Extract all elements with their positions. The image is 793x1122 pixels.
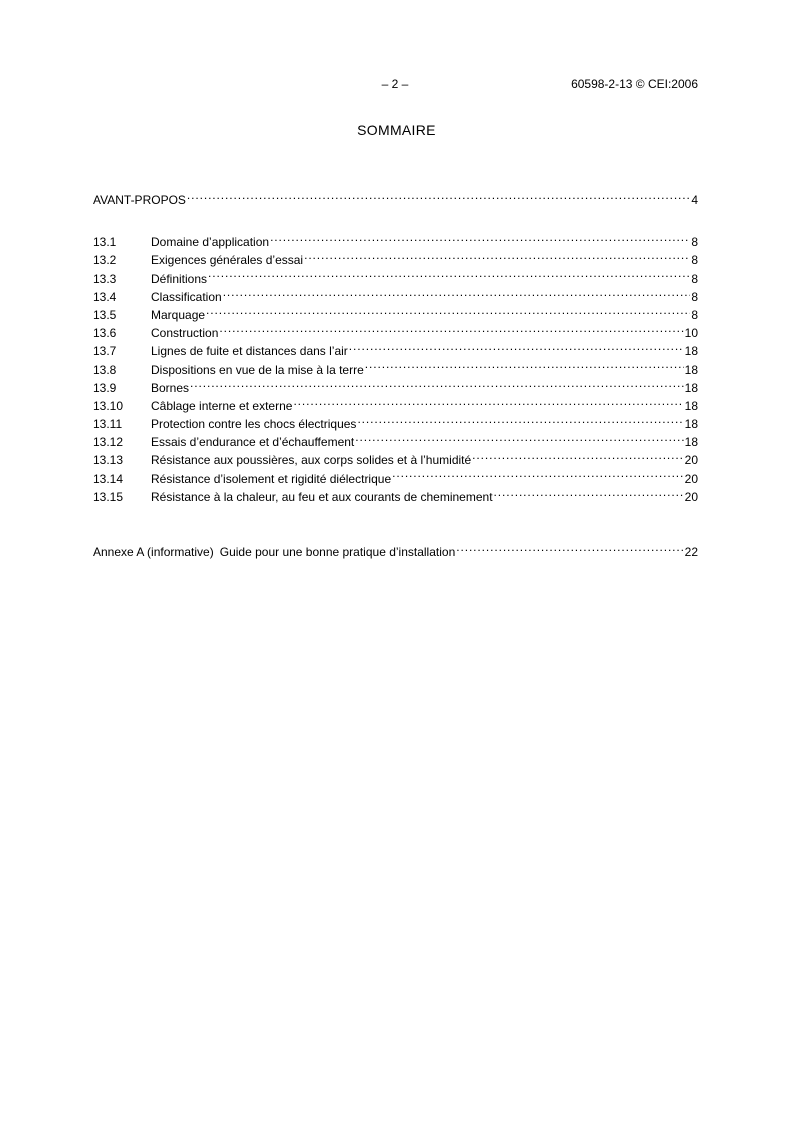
toc-entry-number: 13.7 (93, 344, 117, 359)
toc-entry-number: 13.2 (93, 253, 117, 268)
toc-entry-page: 20 (684, 489, 698, 504)
toc-leader-dots (208, 264, 690, 282)
toc-entry-number: 13.5 (93, 307, 117, 322)
toc-leader-dots (223, 283, 691, 301)
toc-entry-page: 18 (684, 362, 698, 377)
annex-prefix: Annexe A (informative) (93, 545, 214, 560)
toc-entry-number: 13.10 (93, 398, 124, 413)
toc-front-matter (93, 186, 698, 208)
toc-entry-page: 22 (684, 545, 698, 560)
toc-entry-number: 13.8 (93, 362, 117, 377)
toc-leader-dots (392, 464, 684, 482)
toc-leader-dots (357, 410, 683, 428)
toc-entry-page: 20 (684, 453, 698, 468)
document-reference: 60598-2-13 © CEI:2006 (571, 77, 698, 91)
toc-entry-label: Câblage interne et externe (151, 398, 293, 413)
toc-entry-page: 4 (691, 193, 698, 208)
toc-clauses (93, 228, 698, 504)
toc-entry-label: Résistance d’isolement et rigidité diélectrique (151, 471, 392, 486)
toc-entry-page: 18 (684, 344, 698, 359)
toc-leader-dots (355, 428, 683, 446)
toc-entry-label: Essais d’endurance et d’échauffement (151, 435, 355, 450)
toc-leader-dots (293, 392, 683, 410)
toc-entry-label: Définitions (151, 271, 208, 286)
page-number: – 2 – (381, 77, 409, 91)
toc-entry-number: 13.6 (93, 326, 117, 341)
toc-entry-page: 18 (684, 380, 698, 395)
toc-entry[interactable] (93, 228, 698, 250)
toc-entry-page: 8 (691, 253, 698, 268)
toc-entry-page: 18 (684, 435, 698, 450)
toc-entry-label: Protection contre les chocs électriques (151, 417, 357, 432)
toc-entry-label: Construction (151, 326, 219, 341)
toc-entry-number: 13.12 (93, 435, 124, 450)
toc-leader-dots (304, 246, 690, 264)
toc-entry-page: 8 (691, 307, 698, 322)
annex-title: Guide pour une bonne pratique d’installation (219, 545, 456, 560)
toc-entry-number: 13.11 (93, 417, 123, 432)
toc-entry-label: Exigences générales d’essai (151, 253, 304, 268)
toc-entry-number: 13.15 (93, 489, 124, 504)
toc-leader-dots (349, 337, 684, 355)
toc-entry-label (93, 543, 455, 561)
toc-entry-label: Dispositions en vue de la mise à la terre (151, 362, 364, 377)
toc-leader-dots (206, 301, 690, 319)
toc-entry-label: AVANT-PROPOS (93, 193, 186, 208)
toc-entry-label: Lignes de fuite et distances dans l’air (151, 344, 348, 359)
toc-entry-page: 8 (691, 235, 698, 250)
toc-entry-number: 13.1 (93, 235, 117, 250)
page-title: SOMMAIRE (357, 122, 436, 138)
toc-entry-avant-propos[interactable] (93, 186, 698, 208)
toc-entry-label: Bornes (151, 380, 190, 395)
toc-entry-page: 18 (684, 417, 698, 432)
toc-entry-page: 8 (691, 271, 698, 286)
toc-leader-dots (187, 186, 690, 204)
toc-entry-number: 13.4 (93, 289, 117, 304)
toc-entry-annex-a[interactable] (93, 538, 698, 560)
toc-leader-dots (365, 355, 684, 373)
toc-entry-page: 18 (684, 398, 698, 413)
toc-leader-dots (219, 319, 683, 337)
toc-entry-page: 20 (684, 471, 698, 486)
toc-entry-number: 13.13 (93, 453, 124, 468)
toc-entry-number: 13.9 (93, 380, 117, 395)
toc-entry-label: Résistance aux poussières, aux corps solides et à l’humidité (151, 453, 472, 468)
toc-entry-label: Résistance à la chaleur, au feu et aux courants de cheminement (151, 489, 493, 504)
toc-entry-page: 8 (691, 289, 698, 304)
toc-leader-dots (472, 446, 683, 464)
toc-annex (93, 538, 698, 560)
toc-entry-label: Classification (151, 289, 222, 304)
toc-entry-number: 13.3 (93, 271, 117, 286)
toc-leader-dots (270, 228, 690, 246)
toc-entry-number: 13.14 (93, 471, 124, 486)
toc-entry-page: 10 (684, 326, 698, 341)
toc-leader-dots (456, 538, 683, 556)
toc-leader-dots (190, 374, 684, 392)
toc-entry-label: Domaine d’application (151, 235, 270, 250)
toc-entry-label: Marquage (151, 307, 206, 322)
toc-leader-dots (494, 483, 684, 501)
